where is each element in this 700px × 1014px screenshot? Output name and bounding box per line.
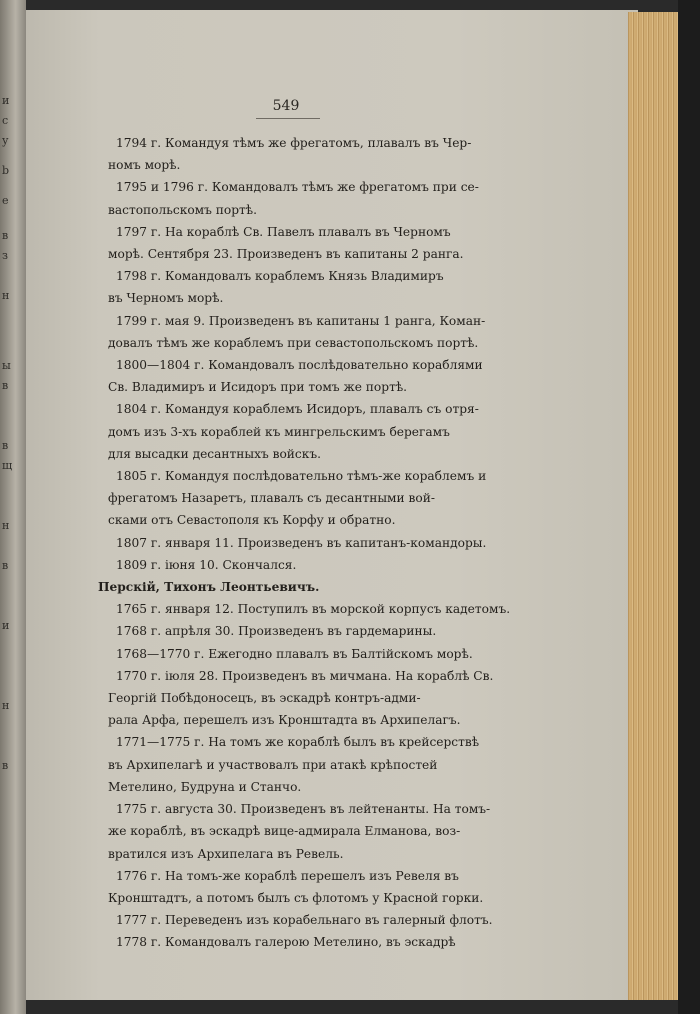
previous-page-fragment: и bbox=[2, 620, 10, 632]
previous-page-fragment: в bbox=[2, 760, 9, 772]
previous-page-fragment: в bbox=[2, 560, 9, 572]
text-line: 1771—1775 г. На томъ же кораблѣ былъ въ крейсерствѣ bbox=[116, 735, 480, 750]
text-line: 1805 г. Командуя послѣдовательно тѣмъ-же кораблемъ и bbox=[116, 469, 487, 484]
text-line: морѣ. Сентября 23. Произведенъ въ капитаны 2 ранга. bbox=[108, 247, 464, 262]
text-line: вастопольскомъ портѣ. bbox=[108, 202, 257, 217]
page-text bbox=[88, 132, 534, 954]
previous-page-fragment: в bbox=[2, 440, 9, 452]
previous-page-fragment: е bbox=[2, 195, 9, 207]
previous-page-fragment: н bbox=[2, 520, 10, 532]
text-line: 1800—1804 г. Командовалъ послѣдовательно кораблями bbox=[116, 358, 483, 373]
book-cover bbox=[678, 0, 700, 1014]
text-line: 1795 и 1796 г. Командовалъ тѣмъ же фрегатомъ при се- bbox=[116, 180, 479, 195]
text-line: домъ изъ 3-хъ кораблей къ мингрельскимъ берегамъ bbox=[108, 424, 450, 439]
text-line: Кронштадтъ, а потомъ былъ съ флотомъ у Красной горки. bbox=[108, 890, 484, 905]
text-line: 1807 г. января 11. Произведенъ въ капитанъ-командоры. bbox=[116, 535, 487, 550]
text-line: фрегатомъ Назаретъ, плавалъ съ десантными вой- bbox=[108, 491, 435, 506]
book-page bbox=[26, 10, 638, 1000]
previous-page-fragment: в bbox=[2, 230, 9, 242]
text-line: Св. Владимиръ и Исидоръ при томъ же портѣ. bbox=[108, 380, 408, 395]
text-line: же кораблѣ, въ эскадрѣ вице-адмирала Елманова, воз- bbox=[108, 824, 461, 839]
page-number: 549 bbox=[272, 98, 300, 114]
text-line: 1770 г. іюля 28. Произведенъ въ мичмана. На кораблѣ Св. bbox=[116, 668, 494, 683]
previous-page-fragment: н bbox=[2, 700, 10, 712]
text-line: 1798 г. Командовалъ кораблемъ Князь Владимиръ bbox=[116, 269, 444, 284]
text-line: 1776 г. На томъ-же кораблѣ перешелъ изъ Ревеля въ bbox=[116, 868, 459, 883]
previous-page-fragment: з bbox=[2, 250, 8, 262]
previous-page-fragment: щ bbox=[2, 460, 13, 472]
previous-page-fragment: с bbox=[2, 115, 9, 127]
previous-page-fragment: в bbox=[2, 380, 9, 392]
text-line: въ Архипелагѣ и участвовалъ при атакѣ крѣпостей bbox=[108, 757, 438, 772]
text-line: сками отъ Севастополя къ Корфу и обратно. bbox=[108, 513, 396, 528]
previous-page-fragment: у bbox=[2, 135, 9, 147]
previous-page-edge bbox=[0, 0, 26, 1014]
text-line: рала Арфа, перешелъ изъ Кронштадта въ Архипелагъ. bbox=[108, 713, 461, 728]
text-line: 1794 г. Командуя тѣмъ же фрегатомъ, плавалъ въ Чер- bbox=[116, 136, 472, 150]
text-line: 1809 г. іюня 10. Скончался. bbox=[116, 557, 297, 572]
text-line: въ Черномъ морѣ. bbox=[108, 291, 224, 306]
previous-page-fragment: и bbox=[2, 95, 10, 107]
text-line: 1775 г. августа 30. Произведенъ въ лейтенанты. На томъ- bbox=[116, 802, 491, 817]
person-heading: Перскій, Тихонъ Леонтьевичъ. bbox=[98, 580, 320, 595]
text-line: Метелино, Будруна и Станчо. bbox=[108, 779, 302, 794]
text-line: довалъ тѣмъ же кораблемъ при севастопольскомъ портѣ. bbox=[108, 335, 479, 350]
text-line: номъ морѣ. bbox=[108, 158, 181, 173]
text-line: вратился изъ Архипелага въ Ревель. bbox=[108, 846, 344, 861]
text-line: 1768 г. апрѣля 30. Произведенъ въ гардемарины. bbox=[116, 624, 437, 639]
text-line: 1804 г. Командуя кораблемъ Исидоръ, плавалъ съ отря- bbox=[116, 402, 479, 417]
previous-page-fragment: ы bbox=[2, 360, 11, 372]
text-line: 1799 г. мая 9. Произведенъ въ капитаны 1 ранга, Коман- bbox=[116, 313, 486, 328]
text-line: Георгій Побѣдоносецъ, въ эскадрѣ контръ-адми- bbox=[108, 691, 421, 706]
page-block-edges bbox=[628, 12, 681, 1000]
previous-page-fragment: н bbox=[2, 290, 10, 302]
previous-page-fragment: b bbox=[2, 165, 10, 177]
text-line: 1797 г. На кораблѣ Св. Павелъ плавалъ въ Черномъ bbox=[116, 224, 451, 239]
text-line: 1777 г. Переведенъ изъ корабельнаго въ галерный флотъ. bbox=[116, 913, 493, 928]
text-line: 1765 г. января 12. Поступилъ въ морской корпусъ кадетомъ. bbox=[116, 602, 511, 617]
text-line: для высадки десантныхъ войскъ. bbox=[108, 446, 321, 461]
text-line: 1768—1770 г. Ежегодно плавалъ въ Балтійскомъ морѣ. bbox=[116, 646, 473, 661]
text-line: 1778 г. Командовалъ галерою Метелино, въ эскадрѣ bbox=[116, 935, 456, 950]
page-number-rule bbox=[256, 118, 320, 119]
